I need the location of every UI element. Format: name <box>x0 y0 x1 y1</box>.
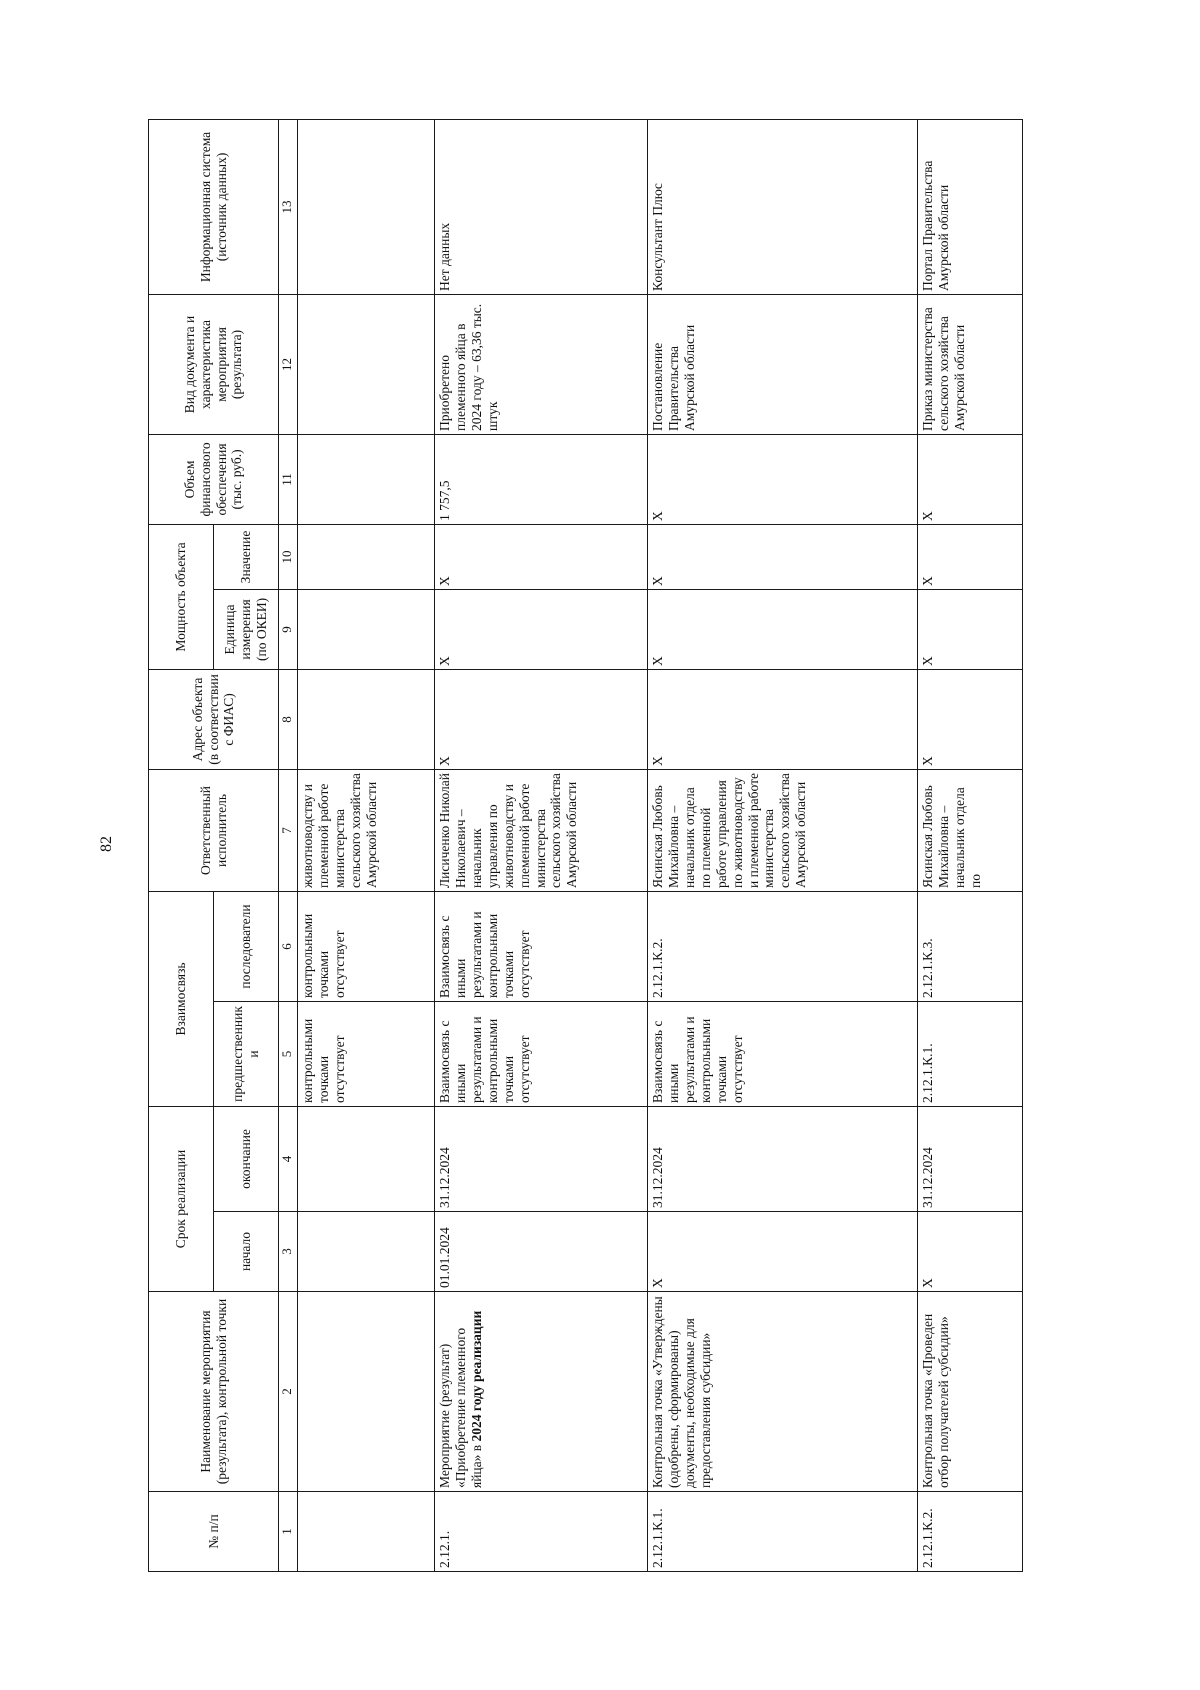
cell-finance: X <box>918 434 1023 524</box>
header-pred: предшественники <box>214 1001 279 1106</box>
cell-end: 31.12.2024 <box>648 1106 918 1211</box>
header-address: Адрес объекта (в соответствии с ФИАС) <box>149 669 279 769</box>
cell-name-text: Контрольная точка «Проведен отбор получателей субсидии» <box>920 1313 951 1488</box>
header-finance: Объем финансового обеспечения (тыс. руб.) <box>149 434 279 524</box>
cell-name-text: Мероприятие (результат) «Приобретение племенного яйца» в <box>437 1327 484 1488</box>
cell-num: 2.12.1. <box>435 1492 648 1572</box>
cell-doc: Постановление Правительства Амурской области <box>648 294 918 434</box>
cell-unit: X <box>435 589 648 669</box>
page-number: 82 <box>98 836 115 852</box>
table-row <box>648 119 918 1571</box>
cell-start: X <box>918 1212 1023 1292</box>
header-doc: Вид документа и характеристика мероприятия (результата) <box>149 294 279 434</box>
cell-num <box>298 1492 435 1572</box>
cell-pred: Взаимосвязь с иными результатами и контрольными точками отсутствует <box>648 1001 918 1106</box>
cell-name <box>648 1292 918 1492</box>
cell-value: X <box>435 524 648 589</box>
column-number: 9 <box>279 589 298 669</box>
cell-value <box>298 524 435 589</box>
header-succ: последователи <box>214 891 279 1001</box>
column-number: 2 <box>279 1292 298 1492</box>
column-number: 4 <box>279 1106 298 1211</box>
cell-succ: контрольными точками отсутствует <box>298 891 435 1001</box>
cell-pred: контрольными точками отсутствует <box>298 1001 435 1106</box>
cell-succ: 2.12.1.К.2. <box>648 891 918 1001</box>
header-name: Наименование мероприятия (результата), контрольной точки <box>149 1292 279 1492</box>
cell-start <box>298 1212 435 1292</box>
header-value: Значение <box>214 524 279 589</box>
cell-start: X <box>648 1212 918 1292</box>
table-row <box>918 119 1023 1571</box>
header-end: окончание <box>214 1106 279 1211</box>
header-responsible: Ответственный исполнитель <box>149 769 279 891</box>
cell-address: X <box>648 669 918 769</box>
header-num: № п/п <box>149 1492 279 1572</box>
cell-address: X <box>918 669 1023 769</box>
cell-responsible: Ясинская Любовь Михайловна – начальник отдела по <box>918 769 1023 891</box>
cell-name-text: Контрольная точка «Утверждены (одобрены, сформированы) документы, необходимые для предоставления субсидии» <box>650 1296 713 1488</box>
cell-value: X <box>918 524 1023 589</box>
cell-info: Портал Правительства Амурской области <box>918 119 1023 294</box>
cell-finance: X <box>648 434 918 524</box>
cell-info: Нет данных <box>435 119 648 294</box>
cell-end: 31.12.2024 <box>435 1106 648 1211</box>
cell-unit: X <box>648 589 918 669</box>
cell-pred: Взаимосвязь с иными результатами и контрольными точками отсутствует <box>435 1001 648 1106</box>
cell-finance: 1 757,5 <box>435 434 648 524</box>
cell-name <box>918 1292 1023 1492</box>
cell-unit: X <box>918 589 1023 669</box>
cell-doc <box>298 294 435 434</box>
cell-end: 31.12.2024 <box>918 1106 1023 1211</box>
cell-info: Консультант Плюс <box>648 119 918 294</box>
header-relation: Взаимосвязь <box>149 891 214 1106</box>
column-number: 5 <box>279 1001 298 1106</box>
cell-address: X <box>435 669 648 769</box>
header-info: Информационная система (источник данных) <box>149 119 279 294</box>
cell-name <box>435 1292 648 1492</box>
cell-responsible: животноводству и племенной работе министерства сельского хозяйства Амурской области <box>298 769 435 891</box>
header-start: начало <box>214 1212 279 1292</box>
cell-info <box>298 119 435 294</box>
cell-pred: 2.12.1.К.1. <box>918 1001 1023 1106</box>
cell-responsible: Лисиченко Николай Николаевич – начальник управления по животноводству и племенной работе министерства сельского хозяйства Амурской области <box>435 769 648 891</box>
activities-table <box>148 119 1023 1572</box>
table-row <box>435 119 648 1571</box>
cell-doc: Приказ министерства сельского хозяйства Амурской области <box>918 294 1023 434</box>
column-number: 7 <box>279 769 298 891</box>
cell-succ: Взаимосвязь с иными результатами и контрольными точками отсутствует <box>435 891 648 1001</box>
header-term: Срок реализации <box>149 1106 214 1291</box>
column-number: 8 <box>279 669 298 769</box>
cell-doc: Приобретено племенного яйца в 2024 году – 63,36 тыс. штук <box>435 294 648 434</box>
rotated-table-container <box>148 120 1056 1572</box>
column-number: 10 <box>279 524 298 589</box>
column-number: 12 <box>279 294 298 434</box>
cell-end <box>298 1106 435 1211</box>
cell-responsible: Ясинская Любовь Михайловна – начальник отдела по племенной работе управления по животноводству и племенной работе министерства сельского хозяйства Амурской области <box>648 769 918 891</box>
table-row <box>298 119 435 1571</box>
cell-name <box>298 1292 435 1492</box>
cell-name-bold: 2024 году реализации <box>468 1310 484 1442</box>
column-numbers-row <box>279 119 298 1571</box>
cell-num: 2.12.1.К.2. <box>918 1492 1023 1572</box>
column-number: 13 <box>279 119 298 294</box>
cell-num: 2.12.1.К.1. <box>648 1492 918 1572</box>
cell-value: X <box>648 524 918 589</box>
cell-unit <box>298 589 435 669</box>
column-number: 1 <box>279 1492 298 1572</box>
cell-start: 01.01.2024 <box>435 1212 648 1292</box>
header-unit: Единица измерения (по ОКЕИ) <box>214 589 279 669</box>
cell-succ: 2.12.1.К.3. <box>918 891 1023 1001</box>
column-number: 11 <box>279 434 298 524</box>
cell-finance <box>298 434 435 524</box>
header-capacity: Мощность объекта <box>149 524 214 669</box>
column-number: 3 <box>279 1212 298 1292</box>
column-number: 6 <box>279 891 298 1001</box>
cell-address <box>298 669 435 769</box>
header-row-1 <box>149 119 214 1571</box>
